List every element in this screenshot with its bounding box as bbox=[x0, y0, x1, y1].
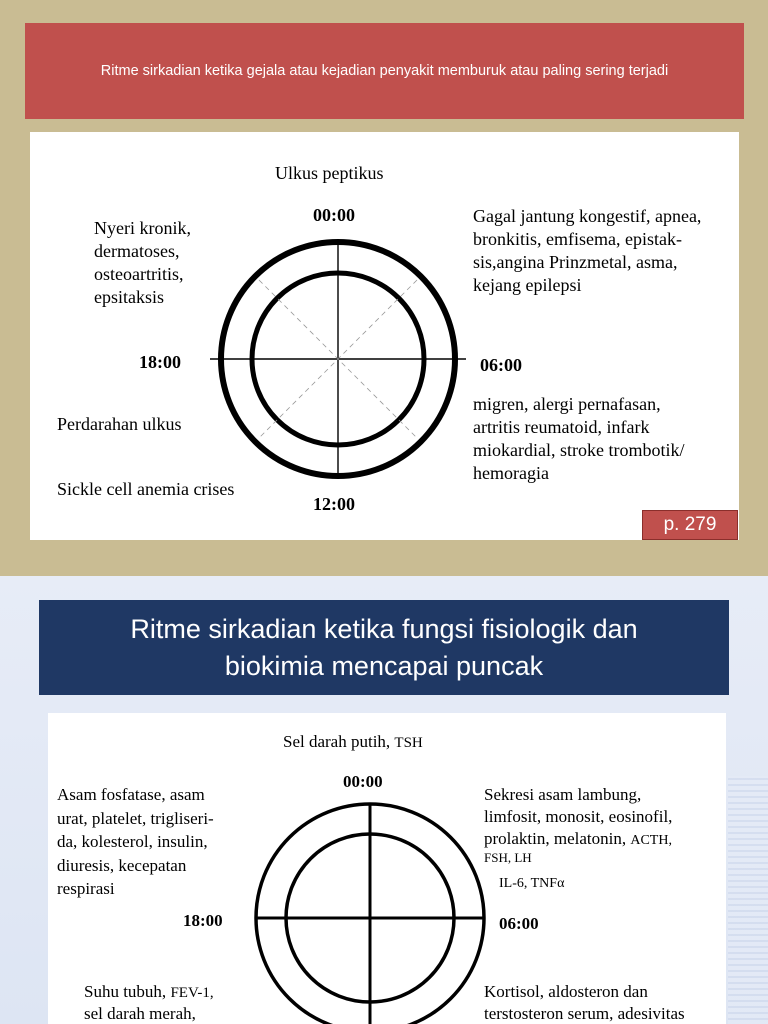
page-number-text: p. 279 bbox=[663, 514, 717, 535]
upper-right-line-5: IL-6, TNFα bbox=[499, 876, 565, 891]
lower-left-line-2: sel darah merah, bbox=[84, 1004, 196, 1023]
time-label-1800: 18:00 bbox=[183, 911, 223, 930]
upper-right-line-1: Sekresi asam lambung, bbox=[484, 785, 642, 804]
circadian-diagram-symptoms bbox=[30, 132, 739, 540]
time-label-0600: 06:00 bbox=[499, 914, 539, 933]
time-label-1800: 18:00 bbox=[139, 352, 181, 372]
lower-left-condition-2: Sickle cell anemia crises bbox=[57, 479, 235, 499]
lower-left-line-1-main: Suhu tubuh, bbox=[84, 982, 171, 1001]
slide-2 bbox=[0, 576, 768, 1024]
time-label-0600: 06:00 bbox=[480, 355, 522, 375]
lower-right-line-2: terstosteron serum, adesivitas bbox=[484, 1004, 685, 1023]
time-label-1200: 12:00 bbox=[313, 494, 355, 514]
time-label-0000: 00:00 bbox=[313, 205, 355, 225]
upper-right-line-3-main: prolaktin, melatonin, bbox=[484, 829, 631, 848]
lower-right-line-1: Kortisol, aldosteron dan bbox=[484, 982, 648, 1001]
top-label: Ulkus peptikus bbox=[275, 163, 384, 183]
page-number-badge bbox=[642, 510, 738, 540]
lower-right-conditions: migren, alergi pernafasan, artritis reumatoid, infark miokardial, stroke trombotik/ hemoragia bbox=[473, 394, 685, 483]
upper-right-acth: ACTH, bbox=[630, 833, 672, 848]
slide-1-title bbox=[25, 23, 744, 119]
top-label-tsh: TSH bbox=[394, 735, 423, 751]
slide-2-title bbox=[39, 600, 729, 695]
time-label-0000: 00:00 bbox=[343, 772, 383, 791]
circadian-diagram-physiology bbox=[48, 713, 726, 1024]
upper-right-conditions: Gagal jantung kongestif, apnea, bronkitis, emfisema, epistak- sis,angina Prinzmetal, asma, kejang epilepsi bbox=[473, 206, 702, 295]
upper-right-line-2: limfosit, monosit, eosinofil, bbox=[484, 807, 673, 826]
upper-left-conditions: Nyeri kronik, dermatoses, osteoartritis, epsitaksis bbox=[94, 218, 191, 307]
top-label-main: Sel darah putih, bbox=[283, 732, 395, 751]
upper-right-line-3 bbox=[484, 827, 672, 853]
top-label bbox=[283, 730, 423, 756]
slide-1-title-text: Ritme sirkadian ketika gejala atau kejadian penyakit memburuk atau paling sering terjadi bbox=[100, 63, 669, 79]
upper-right-line-4: FSH, LH bbox=[484, 850, 532, 865]
lower-left-condition-1: Perdarahan ulkus bbox=[57, 414, 182, 434]
slide-2-title-text: Ritme sirkadian ketika fungsi fisiologik dan biokimia mencapai puncak bbox=[130, 613, 638, 681]
upper-left-peaks: Asam fosfatase, asam urat, platelet, trigliseri- da, kolesterol, insulin, diuresis, kecepatan respirasi bbox=[57, 785, 214, 898]
decorative-stripes bbox=[728, 776, 768, 1024]
lower-left-fev1: FEV-1, bbox=[170, 985, 214, 1001]
